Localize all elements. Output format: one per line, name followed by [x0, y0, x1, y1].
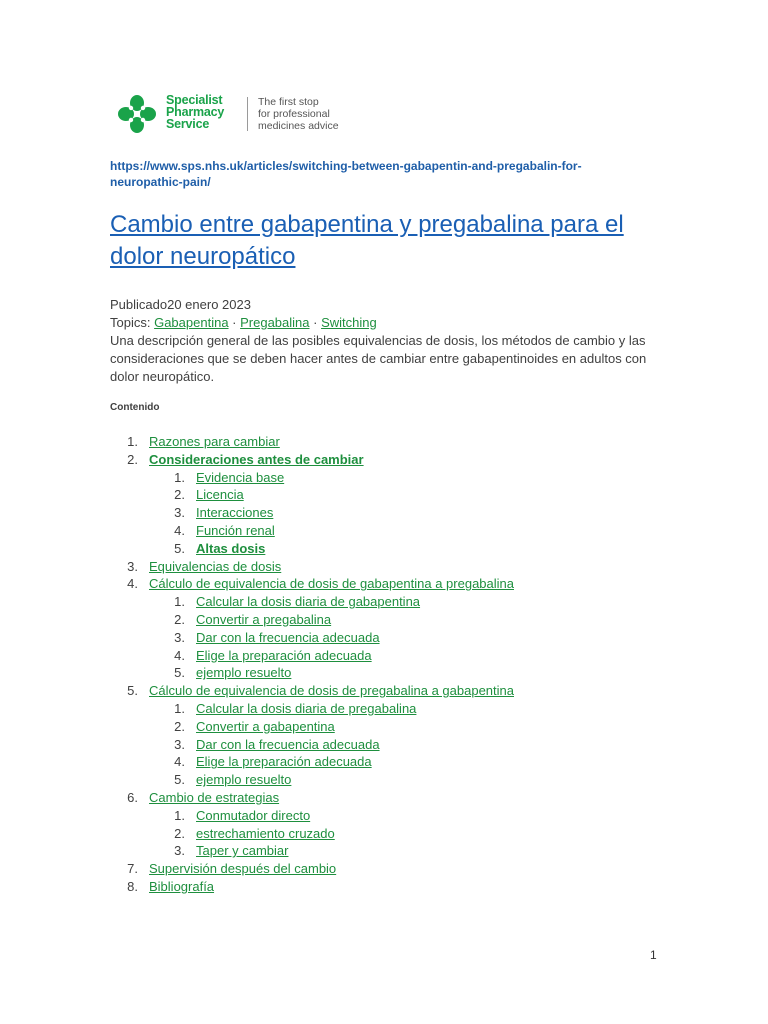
toc-item-number: 5. — [174, 540, 185, 556]
toc-item — [110, 593, 670, 611]
logo-name-line: Pharmacy — [166, 105, 225, 119]
toc-item-number: 1. — [127, 434, 138, 449]
logo-tagline — [258, 96, 339, 132]
toc-item — [110, 611, 670, 629]
logo-tagline-line: for professional — [258, 108, 330, 120]
toc-item-number: 3. — [174, 843, 185, 859]
toc-item-number: 2. — [174, 487, 185, 503]
toc-item-number: 3. — [127, 558, 138, 574]
sps-logo — [116, 94, 356, 134]
toc-item-number: 1. — [174, 807, 185, 823]
toc-item — [110, 878, 670, 896]
toc-item — [110, 682, 670, 700]
article-description: Una descripción general de las posibles equivalencias de dosis, los métodos de cambio y las consideraciones que se deben hacer antes de cambiar entre gabapentinoides en adultos con dolor neuropático. — [110, 333, 647, 384]
toc-item — [110, 860, 670, 878]
table-of-contents — [110, 433, 670, 896]
toc-item — [110, 451, 670, 469]
toc-item-number: 4. — [174, 754, 185, 770]
page-number: 1 — [650, 948, 657, 962]
topic-separator: · — [228, 315, 241, 330]
toc-item-link[interactable]: Convertir a gabapentina — [196, 718, 335, 734]
toc-item — [110, 469, 670, 487]
toc-item-link[interactable]: ejemplo resuelto — [196, 665, 292, 681]
toc-item-number: 2. — [174, 718, 185, 734]
toc-item-number: 2. — [174, 611, 185, 627]
toc-item — [110, 807, 670, 825]
toc-item-link[interactable]: Cálculo de equivalencia de dosis de pregabalina a gabapentina — [149, 683, 514, 699]
toc-item-link[interactable]: Bibliografía — [149, 878, 215, 894]
toc-item-link[interactable]: Consideraciones antes de cambiar — [149, 451, 364, 467]
published-date: Publicado20 enero 2023 — [110, 297, 251, 312]
toc-item-link[interactable]: Conmutador directo — [196, 807, 311, 823]
toc-item — [110, 647, 670, 665]
toc-item — [110, 558, 670, 576]
toc-item-number: 3. — [174, 629, 185, 645]
contents-heading: Contenido — [110, 402, 160, 413]
toc-item — [110, 504, 670, 522]
toc-item — [110, 771, 670, 789]
toc-item-link[interactable]: Evidencia base — [196, 469, 285, 485]
toc-item-number: 5. — [174, 665, 185, 681]
toc-item-number: 1. — [174, 469, 185, 485]
toc-item-link[interactable]: Cambio de estrategias — [149, 789, 280, 805]
toc-item — [110, 486, 670, 504]
toc-item-link[interactable]: Dar con la frecuencia adecuada — [196, 736, 380, 752]
toc-item — [110, 825, 670, 843]
toc-item — [110, 629, 670, 647]
toc-item-link[interactable]: Taper y cambiar — [196, 843, 289, 859]
toc-item-link[interactable]: Interacciones — [196, 505, 274, 521]
toc-item — [110, 842, 670, 860]
toc-item-number: 7. — [127, 861, 138, 877]
topics-label: Topics: — [110, 315, 151, 330]
topic-link-gabapentina[interactable]: Gabapentina — [154, 315, 229, 330]
toc-item-number: 3. — [174, 736, 185, 752]
toc-item-link[interactable]: estrechamiento cruzado — [196, 825, 335, 841]
toc-item-link[interactable]: Dar con la frecuencia adecuada — [196, 629, 380, 645]
toc-item-link[interactable]: Equivalencias de dosis — [149, 558, 282, 574]
toc-item-number: 5. — [174, 772, 185, 788]
toc-item-number: 4. — [174, 647, 185, 663]
toc-item-number: 2. — [127, 451, 138, 467]
toc-item-number: 1. — [174, 700, 185, 716]
toc-item — [110, 664, 670, 682]
logo-tagline-line: medicines advice — [258, 120, 339, 132]
toc-item-number: 2. — [174, 825, 185, 841]
toc-item — [110, 753, 670, 771]
topic-separator: · — [309, 315, 322, 330]
logo-tagline-line: The first stop — [258, 96, 319, 108]
toc-item — [110, 789, 670, 807]
toc-item-link[interactable]: Supervisión después del cambio — [149, 861, 337, 877]
toc-item-link[interactable]: Cálculo de equivalencia de dosis de gabapentina a pregabalina — [149, 576, 514, 592]
toc-item-link[interactable]: Calcular la dosis diaria de gabapentina — [196, 594, 421, 610]
toc-item-link[interactable]: Licencia — [196, 487, 244, 503]
logo-name-line: Specialist — [166, 93, 223, 107]
toc-item-link[interactable]: Elige la preparación adecuada — [196, 647, 372, 663]
toc-item — [110, 736, 670, 754]
toc-item-link[interactable]: Función renal — [196, 522, 275, 538]
toc-item-number: 1. — [174, 594, 185, 610]
logo-divider — [247, 97, 248, 131]
source-url[interactable]: https://www.sps.nhs.uk/articles/switching-between-gabapentin-and-pregabalin-for-neuropathic-pain/ — [110, 159, 582, 189]
sps-logo-icon — [116, 94, 158, 134]
toc-item — [110, 700, 670, 718]
topic-link-pregabalina[interactable]: Pregabalina — [240, 315, 310, 330]
toc-item — [110, 540, 670, 558]
toc-item-link[interactable]: Elige la preparación adecuada — [196, 754, 372, 770]
logo-brand-name — [166, 94, 224, 130]
article-meta — [110, 296, 670, 386]
toc-item-link[interactable]: Altas dosis — [196, 540, 266, 556]
toc-item-number: 8. — [127, 878, 138, 894]
toc-item — [110, 575, 670, 593]
toc-item — [110, 718, 670, 736]
toc-item-number: 4. — [127, 576, 138, 592]
toc-item — [110, 433, 670, 451]
page-title: Cambio entre gabapentina y pregabalina para el dolor neuropático — [110, 211, 624, 270]
topics-line — [110, 314, 670, 332]
topic-link-switching[interactable]: Switching — [321, 315, 377, 330]
toc-item-link[interactable]: ejemplo resuelto — [196, 772, 292, 788]
toc-item-link[interactable]: Razones para cambiar — [149, 434, 280, 449]
toc-item-number: 6. — [127, 789, 138, 805]
toc-item — [110, 522, 670, 540]
toc-item-number: 5. — [127, 683, 138, 699]
toc-item-number: 4. — [174, 522, 185, 538]
logo-name-line: Service — [166, 117, 210, 131]
toc-item-link[interactable]: Convertir a pregabalina — [196, 611, 332, 627]
toc-item-number: 3. — [174, 505, 185, 521]
toc-item-link[interactable]: Calcular la dosis diaria de pregabalina — [196, 700, 417, 716]
